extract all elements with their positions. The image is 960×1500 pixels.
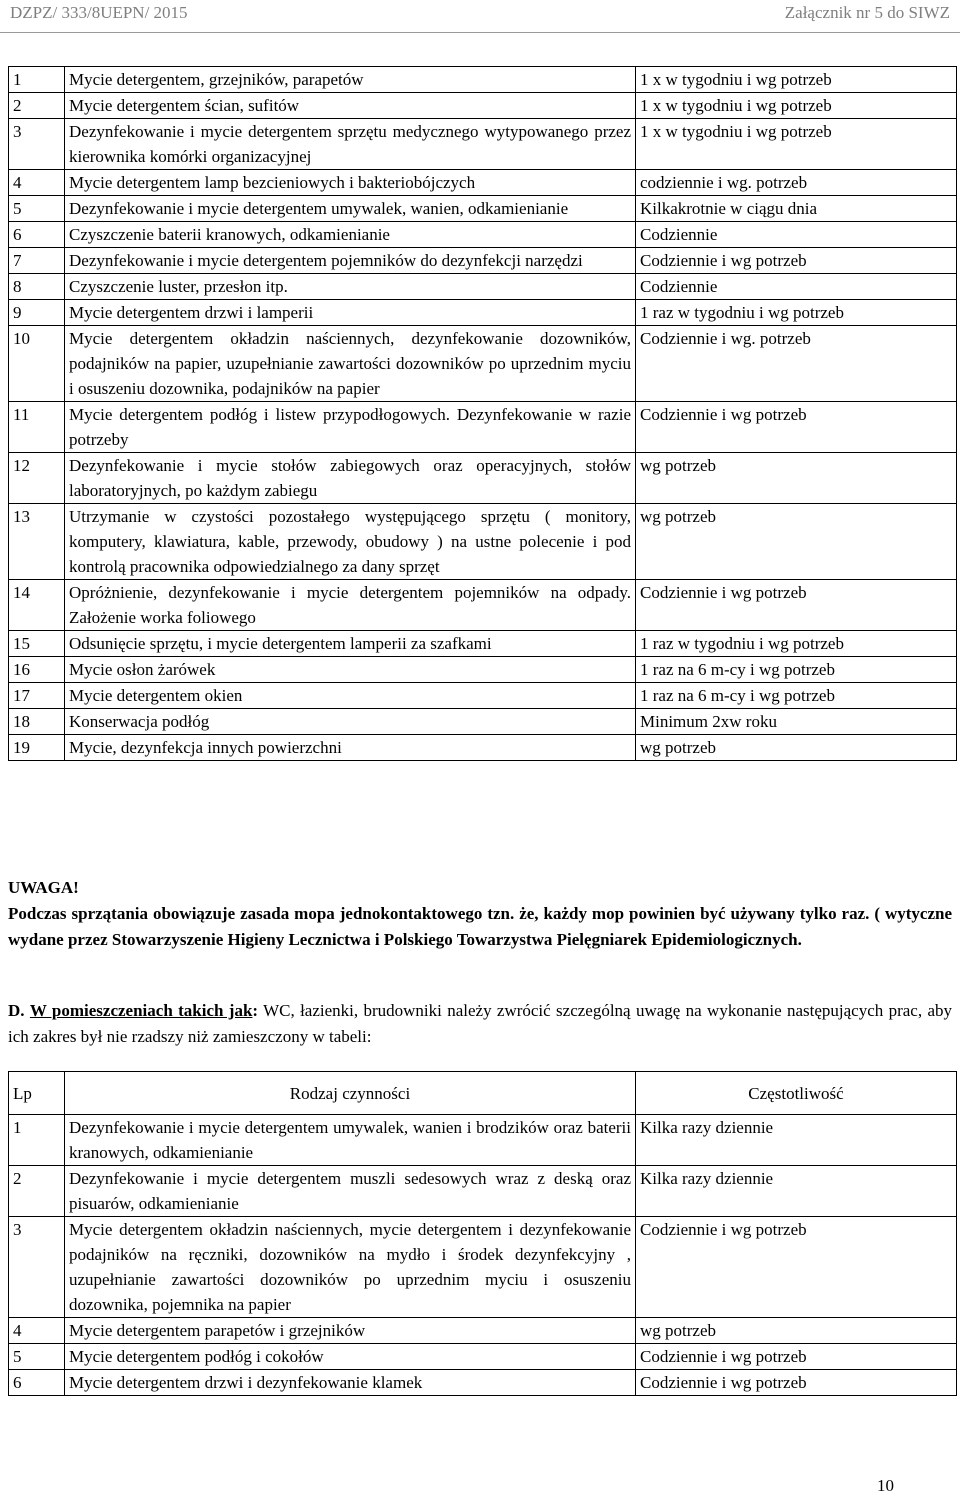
activity-cell: Mycie detergentem podłóg i cokołów: [65, 1344, 636, 1370]
row-number: 1: [9, 1115, 65, 1166]
activity-cell: Czyszczenie luster, przesłon itp.: [65, 274, 636, 300]
row-number: 8: [9, 274, 65, 300]
frequency-cell: 1 raz na 6 m-cy i wg potrzeb: [636, 683, 957, 709]
table-row: [9, 67, 957, 93]
activity-cell: Dezynfekowanie i mycie detergentem sprzętu medycznego wytypowanego przez kierownika komórki organizacyjnej: [65, 119, 636, 170]
frequency-cell: wg potrzeb: [636, 1318, 957, 1344]
document-reference: DZPZ/ 333/8UEPN/ 2015: [10, 3, 188, 22]
table-row: [9, 1166, 957, 1217]
activity-cell: Mycie, dezynfekcja innych powierzchni: [65, 735, 636, 761]
attachment-label: Załącznik nr 5 do SIWZ: [784, 3, 950, 22]
row-number: 3: [9, 1217, 65, 1318]
activity-cell: Mycie detergentem drzwi i lamperii: [65, 300, 636, 326]
row-number: 4: [9, 1318, 65, 1344]
row-number: 12: [9, 453, 65, 504]
row-number: 7: [9, 248, 65, 274]
row-number: 17: [9, 683, 65, 709]
activity-cell: Dezynfekowanie i mycie detergentem muszli sedesowych wraz z deską oraz pisuarów, odkamienianie: [65, 1166, 636, 1217]
frequency-cell: wg potrzeb: [636, 504, 957, 580]
table-row: [9, 170, 957, 196]
table-row: [9, 222, 957, 248]
header-divider: [0, 32, 960, 33]
row-number: 16: [9, 657, 65, 683]
frequency-cell: Kilkakrotnie w ciągu dnia: [636, 196, 957, 222]
frequency-cell: 1 x w tygodniu i wg potrzeb: [636, 67, 957, 93]
activity-cell: Mycie detergentem drzwi i dezynfekowanie klamek: [65, 1370, 636, 1396]
frequency-cell: 1 raz w tygodniu i wg potrzeb: [636, 300, 957, 326]
frequency-cell: Codziennie i wg potrzeb: [636, 1370, 957, 1396]
frequency-cell: Codziennie i wg potrzeb: [636, 1217, 957, 1318]
row-number: 9: [9, 300, 65, 326]
table-row: [9, 657, 957, 683]
table-row: [9, 300, 957, 326]
frequency-cell: Codziennie i wg potrzeb: [636, 402, 957, 453]
activity-cell: Opróżnienie, dezynfekowanie i mycie detergentem pojemników na odpady. Założenie worka foliowego: [65, 580, 636, 631]
row-number: 19: [9, 735, 65, 761]
activity-cell: Dezynfekowanie i mycie detergentem umywalek, wanien i brodzików oraz baterii kranowych, odkamienianie: [65, 1115, 636, 1166]
header-frequency: Częstotliwość: [636, 1072, 957, 1115]
table-row: [9, 274, 957, 300]
activity-cell: Mycie detergentem parapetów i grzejników: [65, 1318, 636, 1344]
frequency-cell: Codziennie i wg potrzeb: [636, 1344, 957, 1370]
activity-cell: Mycie detergentem ścian, sufitów: [65, 93, 636, 119]
row-number: 6: [9, 1370, 65, 1396]
activity-cell: Mycie osłon żarówek: [65, 657, 636, 683]
row-number: 1: [9, 67, 65, 93]
frequency-cell: 1 raz na 6 m-cy i wg potrzeb: [636, 657, 957, 683]
table-row: [9, 709, 957, 735]
section-colon: :: [252, 1001, 259, 1020]
activity-cell: Odsunięcie sprzętu, i mycie detergentem lamperii za szafkami: [65, 631, 636, 657]
activity-cell: Utrzymanie w czystości pozostałego występującego sprzętu ( monitory, komputery, klawiatura, kable, przewody, obudowy ) na ustne polecenie i pod kontrolą pracownika odpowiedzialnego za dany sprzęt: [65, 504, 636, 580]
section-letter: D.: [8, 1001, 25, 1020]
activity-cell: Dezynfekowanie i mycie detergentem pojemników do dezynfekcji narzędzi: [65, 248, 636, 274]
table-row: [9, 326, 957, 402]
row-number: 5: [9, 196, 65, 222]
header-activity: Rodzaj czynności: [65, 1072, 636, 1115]
row-number: 6: [9, 222, 65, 248]
row-number: 3: [9, 119, 65, 170]
row-number: 4: [9, 170, 65, 196]
table-row: [9, 119, 957, 170]
table-row: [9, 631, 957, 657]
row-number: 18: [9, 709, 65, 735]
activity-cell: Mycie detergentem okien: [65, 683, 636, 709]
table-row: [9, 1217, 957, 1318]
sanitary-rooms-body: [9, 1115, 957, 1396]
section-heading: W pomieszczeniach takich jak: [29, 1001, 253, 1020]
sanitary-rooms-table: [8, 1071, 957, 1396]
activity-cell: Mycie detergentem, grzejników, parapetów: [65, 67, 636, 93]
frequency-cell: Kilka razy dziennie: [636, 1115, 957, 1166]
frequency-cell: Codziennie i wg potrzeb: [636, 248, 957, 274]
section-d-paragraph: [8, 998, 952, 1049]
table-row: [9, 735, 957, 761]
table-row: [9, 1370, 957, 1396]
table-row: [9, 93, 957, 119]
table-row: [9, 504, 957, 580]
frequency-cell: Codziennie i wg potrzeb: [636, 580, 957, 631]
row-number: 5: [9, 1344, 65, 1370]
table-row: [9, 1344, 957, 1370]
activity-cell: Mycie detergentem podłóg i listew przypodłogowych. Dezynfekowanie w razie potrzeby: [65, 402, 636, 453]
frequency-cell: 1 x w tygodniu i wg potrzeb: [636, 119, 957, 170]
row-number: 11: [9, 402, 65, 453]
table-row: [9, 248, 957, 274]
table-header-row: [9, 1072, 957, 1115]
cleaning-schedule-body: [9, 67, 957, 761]
frequency-cell: Codziennie i wg. potrzeb: [636, 326, 957, 402]
activity-cell: Czyszczenie baterii kranowych, odkamienianie: [65, 222, 636, 248]
table-row: [9, 580, 957, 631]
table-row: [9, 402, 957, 453]
row-number: 10: [9, 326, 65, 402]
table-row: [9, 1115, 957, 1166]
cleaning-schedule-table: [8, 66, 957, 761]
section-text: WC, łazienki, brudowniki należy zwrócić szczególną uwagę na wykonanie następujących prac, aby ich zakres był nie rzadszy niż zamieszczony w tabeli:: [8, 1001, 952, 1046]
frequency-cell: Minimum 2xw roku: [636, 709, 957, 735]
frequency-cell: Kilka razy dziennie: [636, 1166, 957, 1217]
activity-cell: Konserwacja podłóg: [65, 709, 636, 735]
row-number: 14: [9, 580, 65, 631]
frequency-cell: 1 x w tygodniu i wg potrzeb: [636, 93, 957, 119]
page-header: [0, 0, 960, 34]
frequency-cell: Codziennie: [636, 274, 957, 300]
table-row: [9, 453, 957, 504]
activity-cell: Mycie detergentem lamp bezcieniowych i bakteriobójczych: [65, 170, 636, 196]
row-number: 15: [9, 631, 65, 657]
page-number: 10: [877, 1476, 894, 1495]
row-number: 2: [9, 1166, 65, 1217]
table-row: [9, 683, 957, 709]
frequency-cell: codziennie i wg. potrzeb: [636, 170, 957, 196]
frequency-cell: 1 raz w tygodniu i wg potrzeb: [636, 631, 957, 657]
activity-cell: Dezynfekowanie i mycie detergentem umywalek, wanien, odkamienianie: [65, 196, 636, 222]
notice-title: UWAGA!: [8, 878, 79, 897]
activity-cell: Dezynfekowanie i mycie stołów zabiegowych oraz operacyjnych, stołów laboratoryjnych, po każdym zabiegu: [65, 453, 636, 504]
activity-cell: Mycie detergentem okładzin naściennych, dezynfekowanie dozowników, podajników na papier, uzupełnianie zawartości dozowników po uprzednim myciu i osuszeniu dozownika, podajników na papier: [65, 326, 636, 402]
frequency-cell: Codziennie: [636, 222, 957, 248]
frequency-cell: wg potrzeb: [636, 735, 957, 761]
row-number: 2: [9, 93, 65, 119]
frequency-cell: wg potrzeb: [636, 453, 957, 504]
activity-cell: Mycie detergentem okładzin naściennych, mycie detergentem i dezynfekowanie podajników na ręczniki, dozowników na mydło i środek dezynfekcyjny , uzupełnianie zawartości dozowników po uprzednim myciu i osuszeniu dozownika, pojemnika na papier: [65, 1217, 636, 1318]
row-number: 13: [9, 504, 65, 580]
header-lp: Lp: [9, 1072, 65, 1115]
notice-text: Podczas sprzątania obowiązuje zasada mopa jednokontaktowego tzn. że, każdy mop powinien być używany tylko raz. ( wytyczne wydane przez Stowarzyszenie Higieny Lecznictwa i Polskiego Towarzystwa Pielęgniarek Epidemiologicznych.: [8, 904, 952, 949]
table-row: [9, 1318, 957, 1344]
table-row: [9, 196, 957, 222]
